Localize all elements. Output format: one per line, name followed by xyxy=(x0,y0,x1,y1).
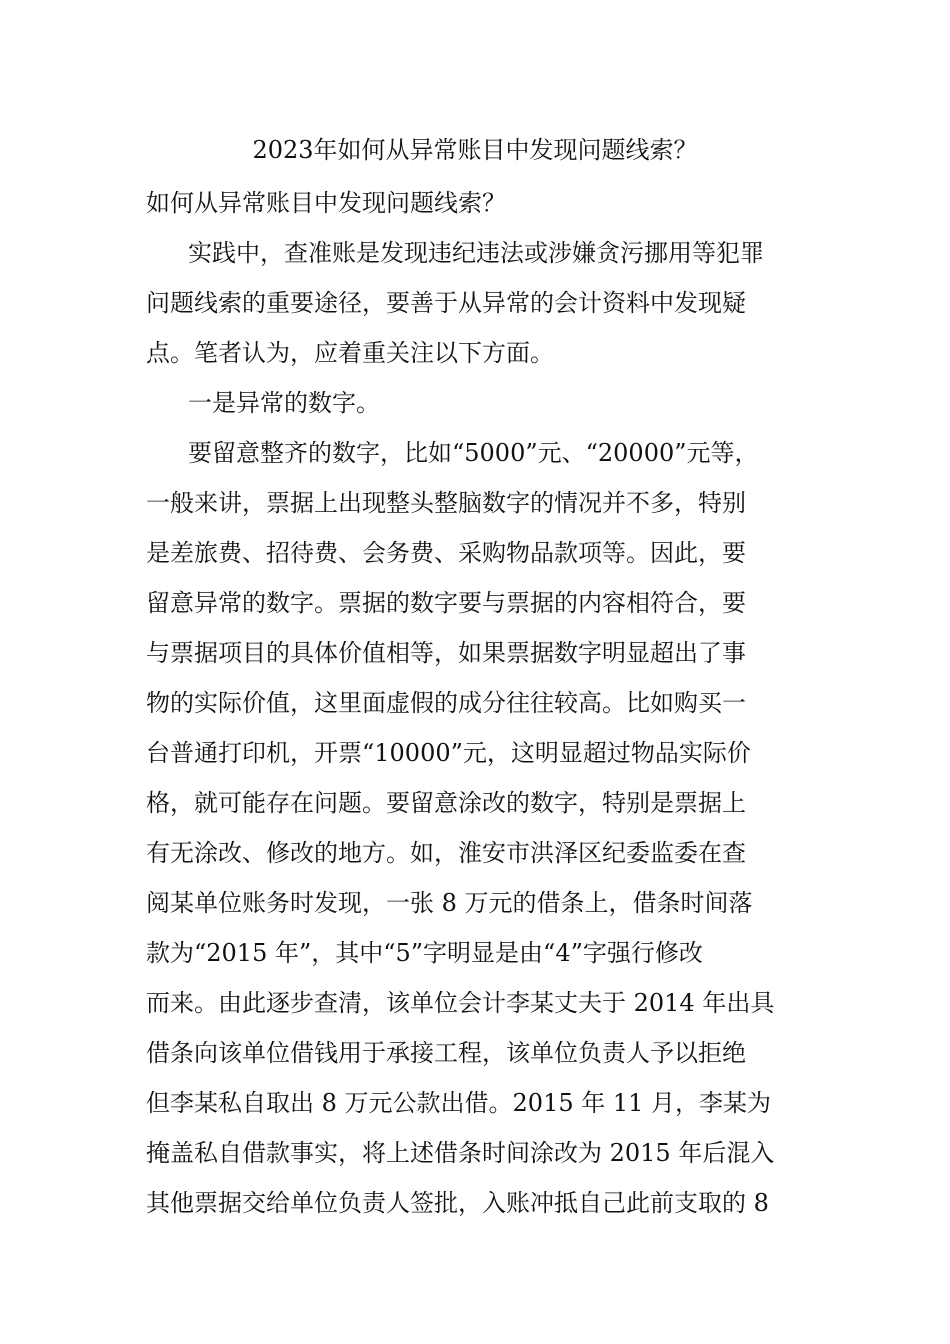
paragraph-line: 留意异常的数字。票据的数字要与票据的内容相符合，要 xyxy=(146,589,746,617)
paragraph-line: 款为“2015 年”，其中“5”字明显是由“4”字强行修改 xyxy=(146,939,703,967)
paragraph-line: 与票据项目的具体价值相等，如果票据数字明显超出了事 xyxy=(146,639,746,667)
paragraph-line: 但李某私自取出 8 万元公款出借。2015 年 11 月，李某为 xyxy=(146,1089,772,1117)
paragraph-line: 问题线索的重要途径，要善于从异常的会计资料中发现疑 xyxy=(146,289,746,317)
section-heading: 一是异常的数字。 xyxy=(188,389,380,417)
paragraph-line: 点。笔者认为，应着重关注以下方面。 xyxy=(146,339,554,367)
paragraph-line: 而来。由此逐步查清，该单位会计李某丈夫于 2014 年出具 xyxy=(146,989,775,1017)
paragraph-line: 一般来讲，票据上出现整头整脑数字的情况并不多，特别 xyxy=(146,489,746,517)
paragraph-line: 台普通打印机，开票“10000”元，这明显超过物品实际价 xyxy=(146,739,751,767)
paragraph-line: 有无涂改、修改的地方。如，淮安市洪泽区纪委监委在查 xyxy=(146,839,746,867)
paragraph-line: 掩盖私自借款事实，将上述借条时间涂改为 2015 年后混入 xyxy=(146,1139,775,1167)
document-subtitle: 如何从异常账目中发现问题线索？ xyxy=(146,189,506,217)
paragraph-line: 物的实际价值，这里面虚假的成分往往较高。比如购买一 xyxy=(146,689,746,717)
paragraph-line: 格，就可能存在问题。要留意涂改的数字，特别是票据上 xyxy=(146,789,746,817)
paragraph-line: 要留意整齐的数字，比如“5000”元、“20000”元等， xyxy=(188,439,759,467)
paragraph-line: 实践中，查准账是发现违纪违法或涉嫌贪污挪用等犯罪 xyxy=(188,239,764,267)
document-title: 2023年如何从异常账目中发现问题线索？ xyxy=(252,136,698,164)
paragraph-line: 阅某单位账务时发现，一张 8 万元的借条上，借条时间落 xyxy=(146,889,753,917)
paragraph-line: 其他票据交给单位负责人签批，入账冲抵自己此前支取的 8 xyxy=(146,1189,769,1217)
paragraph-line: 借条向该单位借钱用于承接工程，该单位负责人予以拒绝 xyxy=(146,1039,746,1067)
paragraph-line: 是差旅费、招待费、会务费、采购物品款项等。因此，要 xyxy=(146,539,746,567)
